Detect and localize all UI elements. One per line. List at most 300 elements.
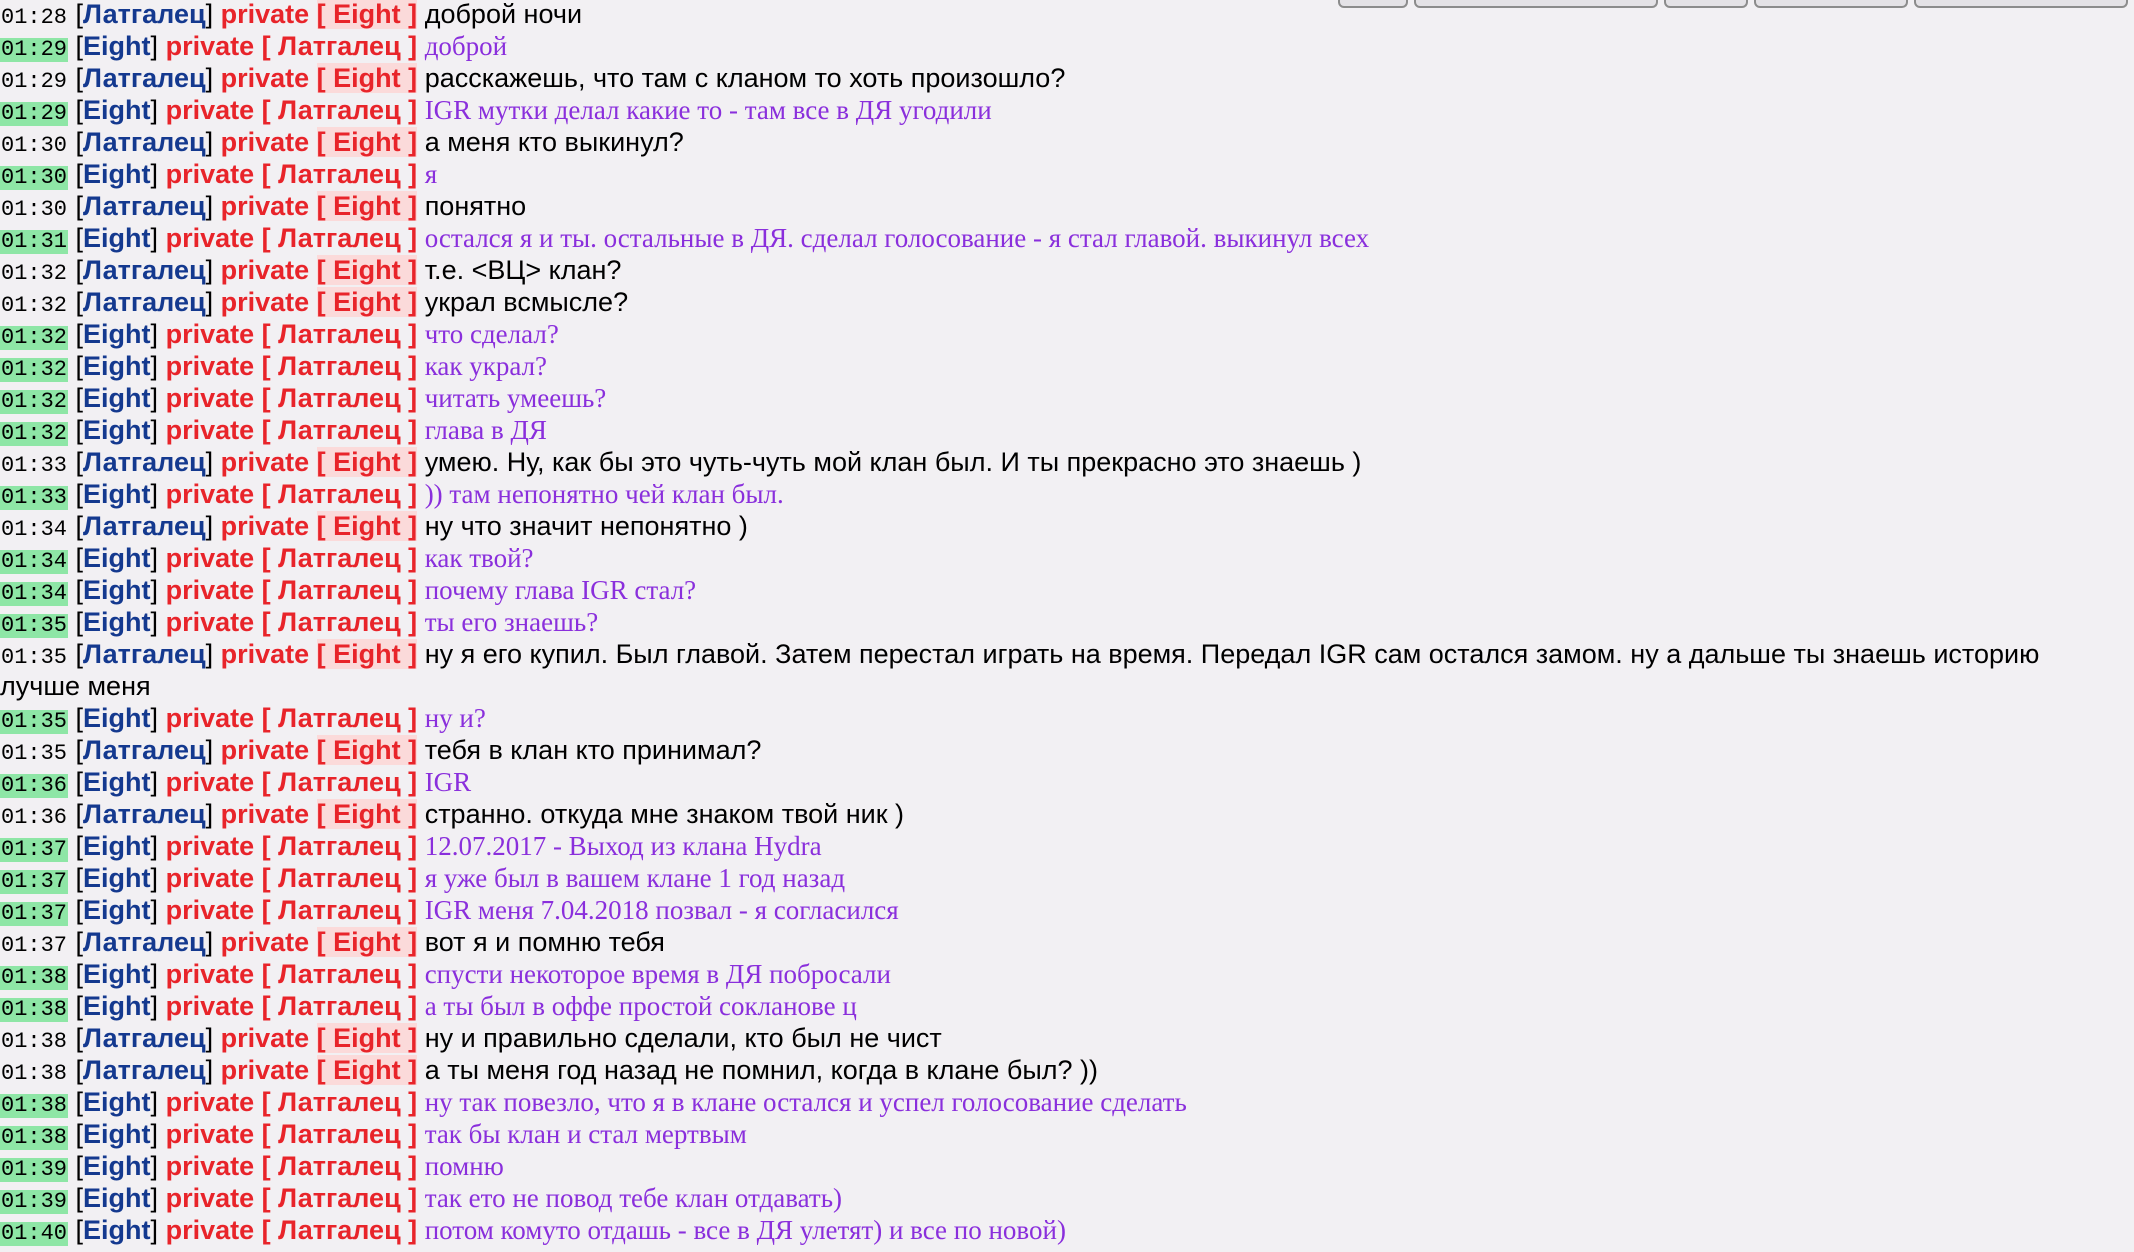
recipient[interactable]: [ Латгалец ] xyxy=(261,1151,418,1181)
message-time: 01:34 xyxy=(1,549,68,574)
sender: [Eight] xyxy=(75,543,159,573)
chat-message xyxy=(0,1022,2126,1054)
message-time: 01:38 xyxy=(1,1093,68,1118)
recipient-nick[interactable]: Латгалец xyxy=(278,223,401,253)
sender-nick[interactable]: Латгалец xyxy=(83,63,206,93)
sender: [Eight] xyxy=(75,31,159,61)
recipient-nick[interactable]: Латгалец xyxy=(278,543,401,573)
sender-nick[interactable]: Eight xyxy=(83,351,151,381)
message-time: 01:35 xyxy=(1,613,68,638)
sender-nick[interactable]: Eight xyxy=(83,991,151,1021)
sender-nick[interactable]: Латгалец xyxy=(83,799,206,829)
message-text: IGR xyxy=(424,767,472,797)
recipient-nick[interactable]: Латгалец xyxy=(278,319,401,349)
message-text: что сделал? xyxy=(424,319,559,349)
message-text: IGR меня 7.04.2018 позвал - я согласился xyxy=(424,895,899,925)
sender: [Латгалец] xyxy=(75,63,214,93)
sender: [Eight] xyxy=(75,351,159,381)
recipient-nick[interactable]: Латгалец xyxy=(278,831,401,861)
chat-message xyxy=(0,510,2126,542)
message-time: 01:38 xyxy=(1,1061,68,1086)
private-tag: private xyxy=(165,959,255,989)
recipient-nick[interactable]: Латгалец xyxy=(278,607,401,637)
message-text: 12.07.2017 - Выход из клана Hydra xyxy=(424,831,822,861)
chat-message xyxy=(0,1086,2126,1118)
sender: [Eight] xyxy=(75,767,159,797)
sender-nick[interactable]: Eight xyxy=(83,767,151,797)
recipient[interactable]: [ Латгалец ] xyxy=(261,991,418,1021)
chat-message xyxy=(0,1182,2126,1214)
sender: [Латгалец] xyxy=(75,927,214,957)
sender-nick[interactable]: Латгалец xyxy=(83,447,206,477)
sender-nick[interactable]: Eight xyxy=(83,479,151,509)
sender: [Eight] xyxy=(75,607,159,637)
recipient[interactable]: [ Eight ] xyxy=(316,927,418,957)
message-text: так бы клан и стал мертвым xyxy=(424,1119,747,1149)
message-text: ну что значит непонятно ) xyxy=(424,511,748,541)
sender: [Латгалец] xyxy=(75,127,214,157)
private-tag: private xyxy=(165,95,255,125)
message-text: а меня кто выкинул? xyxy=(424,127,684,157)
recipient[interactable]: [ Латгалец ] xyxy=(261,351,418,381)
message-time: 01:29 xyxy=(1,37,68,62)
private-tag: private xyxy=(220,1023,310,1053)
chat-message xyxy=(0,94,2126,126)
recipient-nick[interactable]: Eight xyxy=(333,927,401,957)
recipient[interactable]: [ Латгалец ] xyxy=(261,1183,418,1213)
recipient[interactable]: [ Латгалец ] xyxy=(261,543,418,573)
recipient-nick[interactable]: Латгалец xyxy=(278,1215,401,1245)
recipient-nick[interactable]: Eight xyxy=(333,639,401,669)
message-time: 01:32 xyxy=(1,389,68,414)
sender: [Eight] xyxy=(75,319,159,349)
sender: [Eight] xyxy=(75,1215,159,1245)
sender: [Eight] xyxy=(75,1119,159,1149)
sender-nick[interactable]: Латгалец xyxy=(83,1023,206,1053)
message-time: 01:37 xyxy=(1,837,68,862)
private-tag: private xyxy=(165,575,255,605)
recipient[interactable]: [ Eight ] xyxy=(316,447,418,477)
message-text: ну я его купил. Был главой. Затем перестал играть на время. Передал IGR сам остался замом. ну а дальше ты знаешь историю лучше меня xyxy=(0,639,2040,701)
message-text: странно. откуда мне знаком твой ник ) xyxy=(424,799,905,829)
recipient[interactable]: [ Eight ] xyxy=(316,287,418,317)
chat-message xyxy=(0,542,2126,574)
recipient[interactable]: [ Eight ] xyxy=(316,639,418,669)
recipient-nick[interactable]: Eight xyxy=(333,511,401,541)
sender: [Eight] xyxy=(75,95,159,125)
sender: [Eight] xyxy=(75,575,159,605)
sender: [Eight] xyxy=(75,223,159,253)
message-time: 01:34 xyxy=(1,517,68,542)
recipient[interactable]: [ Латгалец ] xyxy=(261,863,418,893)
message-text: ты его знаешь? xyxy=(424,607,599,637)
private-tag: private xyxy=(165,1119,255,1149)
recipient[interactable]: [ Латгалец ] xyxy=(261,575,418,605)
message-time: 01:35 xyxy=(1,709,68,734)
chat-message xyxy=(0,1150,2126,1182)
private-tag: private xyxy=(165,831,255,861)
recipient[interactable]: [ Латгалец ] xyxy=(261,319,418,349)
chat-message xyxy=(0,1118,2126,1150)
private-tag: private xyxy=(165,703,255,733)
chat-message xyxy=(0,414,2126,446)
recipient-nick[interactable]: Латгалец xyxy=(278,895,401,925)
sender: [Eight] xyxy=(75,1087,159,1117)
recipient[interactable]: [ Латгалец ] xyxy=(261,767,418,797)
message-time: 01:38 xyxy=(1,997,68,1022)
chat-message xyxy=(0,478,2126,510)
chat-message xyxy=(0,1054,2126,1086)
recipient[interactable]: [ Eight ] xyxy=(316,1023,418,1053)
private-tag: private xyxy=(165,319,255,349)
recipient-nick[interactable]: Латгалец xyxy=(278,1087,401,1117)
private-tag: private xyxy=(220,287,310,317)
chat-message xyxy=(0,286,2126,318)
recipient-nick[interactable]: Латгалец xyxy=(278,351,401,381)
sender-nick[interactable]: Eight xyxy=(83,575,151,605)
message-time: 01:32 xyxy=(1,325,68,350)
message-text: помню xyxy=(424,1151,504,1181)
chat-message xyxy=(0,126,2126,158)
message-time: 01:34 xyxy=(1,581,68,606)
recipient[interactable]: [ Eight ] xyxy=(316,799,418,829)
message-time: 01:37 xyxy=(1,933,68,958)
message-time: 01:29 xyxy=(1,101,68,126)
recipient-nick[interactable]: Eight xyxy=(333,447,401,477)
sender-nick[interactable]: Eight xyxy=(83,319,151,349)
message-time: 01:32 xyxy=(1,421,68,446)
message-time: 01:39 xyxy=(1,1189,68,1214)
sender-nick[interactable]: Eight xyxy=(83,223,151,253)
message-text: т.е. <ВЦ> клан? xyxy=(424,255,622,285)
message-time: 01:35 xyxy=(1,741,68,766)
message-text: глава в ДЯ xyxy=(424,415,547,445)
chat-message xyxy=(0,798,2126,830)
recipient-nick[interactable]: Латгалец xyxy=(278,415,401,445)
message-text: я уже был в вашем клане 1 год назад xyxy=(424,863,846,893)
message-text: как украл? xyxy=(424,351,548,381)
sender-nick[interactable]: Eight xyxy=(83,31,151,61)
message-text: остался я и ты. остальные в ДЯ. сделал голосование - я стал главой. выкинул всех xyxy=(424,223,1370,253)
private-tag: private xyxy=(165,895,255,925)
private-tag: private xyxy=(165,607,255,637)
sender: [Латгалец] xyxy=(75,1055,214,1085)
private-tag: private xyxy=(165,991,255,1021)
message-time: 01:32 xyxy=(1,293,68,318)
private-tag: private xyxy=(220,1055,310,1085)
message-time: 01:33 xyxy=(1,453,68,478)
recipient[interactable]: [ Латгалец ] xyxy=(261,159,418,189)
message-text: умею. Ну, как бы это чуть-чуть мой клан был. И ты прекрасно это знаешь ) xyxy=(424,447,1362,477)
sender-nick[interactable]: Eight xyxy=(83,1215,151,1245)
recipient-nick[interactable]: Eight xyxy=(333,735,401,765)
message-time: 01:35 xyxy=(1,645,68,670)
recipient[interactable]: [ Латгалец ] xyxy=(261,1119,418,1149)
recipient[interactable]: [ Латгалец ] xyxy=(261,415,418,445)
chat-message xyxy=(0,350,2126,382)
sender-nick[interactable]: Eight xyxy=(83,383,151,413)
message-text: тебя в клан кто принимал? xyxy=(424,735,762,765)
chat-message xyxy=(0,574,2126,606)
sender-nick[interactable]: Латгалец xyxy=(83,511,206,541)
message-text: потом комуто отдашь - все в ДЯ улетят) и все по новой) xyxy=(424,1215,1066,1245)
sender: [Латгалец] xyxy=(75,287,214,317)
recipient-nick[interactable]: Латгалец xyxy=(278,863,401,893)
sender-nick[interactable]: Eight xyxy=(83,95,151,125)
message-time: 01:36 xyxy=(1,805,68,830)
recipient-nick[interactable]: Латгалец xyxy=(278,479,401,509)
sender: [Eight] xyxy=(75,959,159,989)
recipient[interactable]: [ Латгалец ] xyxy=(261,1215,418,1245)
message-time: 01:30 xyxy=(1,133,68,158)
sender-nick[interactable]: Eight xyxy=(83,1087,151,1117)
sender: [Eight] xyxy=(75,383,159,413)
chat-message xyxy=(0,894,2126,926)
message-time: 01:37 xyxy=(1,869,68,894)
private-tag: private xyxy=(220,927,310,957)
private-tag: private xyxy=(165,479,255,509)
chat-message xyxy=(0,0,2126,30)
sender: [Eight] xyxy=(75,479,159,509)
sender: [Eight] xyxy=(75,831,159,861)
recipient[interactable]: [ Eight ] xyxy=(316,191,418,221)
recipient-nick[interactable]: Eight xyxy=(333,63,401,93)
recipient[interactable]: [ Латгалец ] xyxy=(261,703,418,733)
recipient-nick[interactable]: Латгалец xyxy=(278,383,401,413)
private-tag: private xyxy=(220,127,310,157)
chat-message xyxy=(0,990,2126,1022)
message-time: 01:33 xyxy=(1,485,68,510)
private-tag: private xyxy=(165,159,255,189)
private-tag: private xyxy=(220,63,310,93)
recipient[interactable]: [ Латгалец ] xyxy=(261,31,418,61)
recipient[interactable]: [ Латгалец ] xyxy=(261,895,418,925)
chat-message xyxy=(0,1214,2126,1246)
recipient[interactable]: [ Eight ] xyxy=(316,1055,418,1085)
recipient-nick[interactable]: Латгалец xyxy=(278,159,401,189)
private-tag: private xyxy=(165,863,255,893)
message-time: 01:38 xyxy=(1,1125,68,1150)
message-time: 01:32 xyxy=(1,357,68,382)
sender: [Eight] xyxy=(75,895,159,925)
message-text: спусти некоторое время в ДЯ побросали xyxy=(424,959,891,989)
sender-nick[interactable]: Eight xyxy=(83,831,151,861)
message-time: 01:31 xyxy=(1,229,68,254)
private-tag: private xyxy=(165,415,255,445)
message-text: )) там непонятно чей клан был. xyxy=(424,479,784,509)
sender-nick[interactable]: Латгалец xyxy=(83,287,206,317)
sender: [Латгалец] xyxy=(75,255,214,285)
private-tag: private xyxy=(165,383,255,413)
sender-nick[interactable]: Eight xyxy=(83,607,151,637)
sender-nick[interactable]: Eight xyxy=(83,1119,151,1149)
sender: [Eight] xyxy=(75,991,159,1021)
chat-message xyxy=(0,926,2126,958)
sender-nick[interactable]: Eight xyxy=(83,895,151,925)
sender-nick[interactable]: Латгалец xyxy=(83,735,206,765)
message-time: 01:30 xyxy=(1,197,68,222)
recipient[interactable]: [ Eight ] xyxy=(316,511,418,541)
recipient-nick[interactable]: Eight xyxy=(333,799,401,829)
sender: [Eight] xyxy=(75,415,159,445)
sender-nick[interactable]: Eight xyxy=(83,415,151,445)
message-time: 01:39 xyxy=(1,1157,68,1182)
message-text: IGR мутки делал какие то - там все в ДЯ угодили xyxy=(424,95,992,125)
recipient-nick[interactable]: Латгалец xyxy=(278,95,401,125)
message-time: 01:38 xyxy=(1,1029,68,1054)
sender: [Латгалец] xyxy=(75,511,214,541)
chat-message xyxy=(0,62,2126,94)
private-tag: private xyxy=(165,351,255,381)
recipient[interactable]: [ Eight ] xyxy=(316,63,418,93)
chat-message xyxy=(0,30,2126,62)
chat-message xyxy=(0,862,2126,894)
chat-message xyxy=(0,702,2126,734)
sender-nick[interactable]: Латгалец xyxy=(83,127,206,157)
sender: [Латгалец] xyxy=(75,447,214,477)
chat-message xyxy=(0,382,2126,414)
message-text: как твой? xyxy=(424,543,534,573)
recipient-nick[interactable]: Eight xyxy=(333,191,401,221)
sender: [Eight] xyxy=(75,703,159,733)
private-tag: private xyxy=(220,0,310,29)
sender-nick[interactable]: Латгалец xyxy=(83,927,206,957)
sender: [Латгалец] xyxy=(75,799,214,829)
sender-nick[interactable]: Eight xyxy=(83,159,151,189)
message-time: 01:37 xyxy=(1,901,68,926)
message-text: я xyxy=(424,159,438,189)
private-tag: private xyxy=(220,511,310,541)
recipient[interactable]: [ Eight ] xyxy=(316,255,418,285)
message-text: доброй ночи xyxy=(424,0,583,29)
recipient[interactable]: [ Eight ] xyxy=(316,127,418,157)
sender: [Латгалец] xyxy=(75,735,214,765)
private-tag: private xyxy=(165,767,255,797)
message-text: читать умеешь? xyxy=(424,383,607,413)
chat-message xyxy=(0,222,2126,254)
sender-nick[interactable]: Латгалец xyxy=(83,191,206,221)
message-time: 01:36 xyxy=(1,773,68,798)
recipient[interactable]: [ Латгалец ] xyxy=(261,959,418,989)
message-text: доброй xyxy=(424,31,508,61)
message-text: так ето не повод тебе клан отдавать) xyxy=(424,1183,843,1213)
recipient-nick[interactable]: Латгалец xyxy=(278,1119,401,1149)
sender: [Eight] xyxy=(75,159,159,189)
sender: [Eight] xyxy=(75,863,159,893)
recipient[interactable]: [ Латгалец ] xyxy=(261,479,418,509)
recipient-nick[interactable]: Латгалец xyxy=(278,1183,401,1213)
chat-message xyxy=(0,766,2126,798)
recipient-nick[interactable]: Eight xyxy=(333,0,401,29)
message-text: понятно xyxy=(424,191,527,221)
recipient-nick[interactable]: Eight xyxy=(333,127,401,157)
chat-message xyxy=(0,318,2126,350)
sender: [Латгалец] xyxy=(75,0,214,29)
message-time: 01:40 xyxy=(1,1221,68,1246)
private-tag: private xyxy=(220,639,310,669)
message-time: 01:29 xyxy=(1,69,68,94)
sender-nick[interactable]: Eight xyxy=(83,543,151,573)
sender: [Латгалец] xyxy=(75,1023,214,1053)
recipient-nick[interactable]: Eight xyxy=(333,255,401,285)
private-tag: private xyxy=(165,31,255,61)
private-tag: private xyxy=(165,543,255,573)
recipient[interactable]: [ Eight ] xyxy=(316,735,418,765)
sender-nick[interactable]: Латгалец xyxy=(83,639,206,669)
chat-message xyxy=(0,158,2126,190)
chat-message xyxy=(0,958,2126,990)
message-text: вот я и помню тебя xyxy=(424,927,665,957)
message-text: украл всмысле? xyxy=(424,287,629,317)
recipient-nick[interactable]: Латгалец xyxy=(278,1151,401,1181)
sender-nick[interactable]: Латгалец xyxy=(83,1055,206,1085)
recipient-nick[interactable]: Eight xyxy=(333,287,401,317)
sender: [Латгалец] xyxy=(75,191,214,221)
recipient[interactable]: [ Латгалец ] xyxy=(261,607,418,637)
sender-nick[interactable]: Латгалец xyxy=(83,0,206,29)
sender-nick[interactable]: Eight xyxy=(83,1183,151,1213)
chat-message xyxy=(0,606,2126,638)
recipient[interactable]: [ Eight ] xyxy=(316,0,418,29)
recipient-nick[interactable]: Латгалец xyxy=(278,767,401,797)
recipient-nick[interactable]: Eight xyxy=(333,1023,401,1053)
chat-message xyxy=(0,734,2126,766)
sender-nick[interactable]: Eight xyxy=(83,863,151,893)
recipient-nick[interactable]: Латгалец xyxy=(278,575,401,605)
message-text: ну и? xyxy=(424,703,486,733)
recipient-nick[interactable]: Латгалец xyxy=(278,703,401,733)
sender-nick[interactable]: Eight xyxy=(83,959,151,989)
recipient-nick[interactable]: Eight xyxy=(333,1055,401,1085)
chat-message xyxy=(0,190,2126,222)
message-text: расскажешь, что там с кланом то хоть произошло? xyxy=(424,63,1066,93)
private-tag: private xyxy=(220,191,310,221)
message-time: 01:30 xyxy=(1,165,68,190)
recipient-nick[interactable]: Латгалец xyxy=(278,991,401,1021)
sender: [Eight] xyxy=(75,1151,159,1181)
sender: [Латгалец] xyxy=(75,639,214,669)
chat-message xyxy=(0,446,2126,478)
recipient[interactable]: [ Латгалец ] xyxy=(261,223,418,253)
private-tag: private xyxy=(165,223,255,253)
recipient-nick[interactable]: Латгалец xyxy=(278,959,401,989)
chat-message xyxy=(0,254,2126,286)
recipient[interactable]: [ Латгалец ] xyxy=(261,383,418,413)
chat-message xyxy=(0,638,2126,702)
recipient[interactable]: [ Латгалец ] xyxy=(261,95,418,125)
private-tag: private xyxy=(220,447,310,477)
message-text: а ты был в оффе простой сокланове ц xyxy=(424,991,857,1021)
message-time: 01:28 xyxy=(1,5,68,30)
recipient-nick[interactable]: Латгалец xyxy=(278,31,401,61)
private-tag: private xyxy=(220,735,310,765)
private-tag: private xyxy=(220,799,310,829)
message-time: 01:38 xyxy=(1,965,68,990)
message-text: ну так повезло, что я в клане остался и успел голосование сделать xyxy=(424,1087,1187,1117)
message-text: почему глава IGR стал? xyxy=(424,575,697,605)
private-tag: private xyxy=(165,1151,255,1181)
recipient[interactable]: [ Латгалец ] xyxy=(261,831,418,861)
private-tag: private xyxy=(220,255,310,285)
sender-nick[interactable]: Eight xyxy=(83,1151,151,1181)
sender-nick[interactable]: Латгалец xyxy=(83,255,206,285)
private-tag: private xyxy=(165,1087,255,1117)
recipient[interactable]: [ Латгалец ] xyxy=(261,1087,418,1117)
sender-nick[interactable]: Eight xyxy=(83,703,151,733)
chat-message xyxy=(0,830,2126,862)
message-time: 01:32 xyxy=(1,261,68,286)
message-text: ну и правильно сделали, кто был не чист xyxy=(424,1023,942,1053)
